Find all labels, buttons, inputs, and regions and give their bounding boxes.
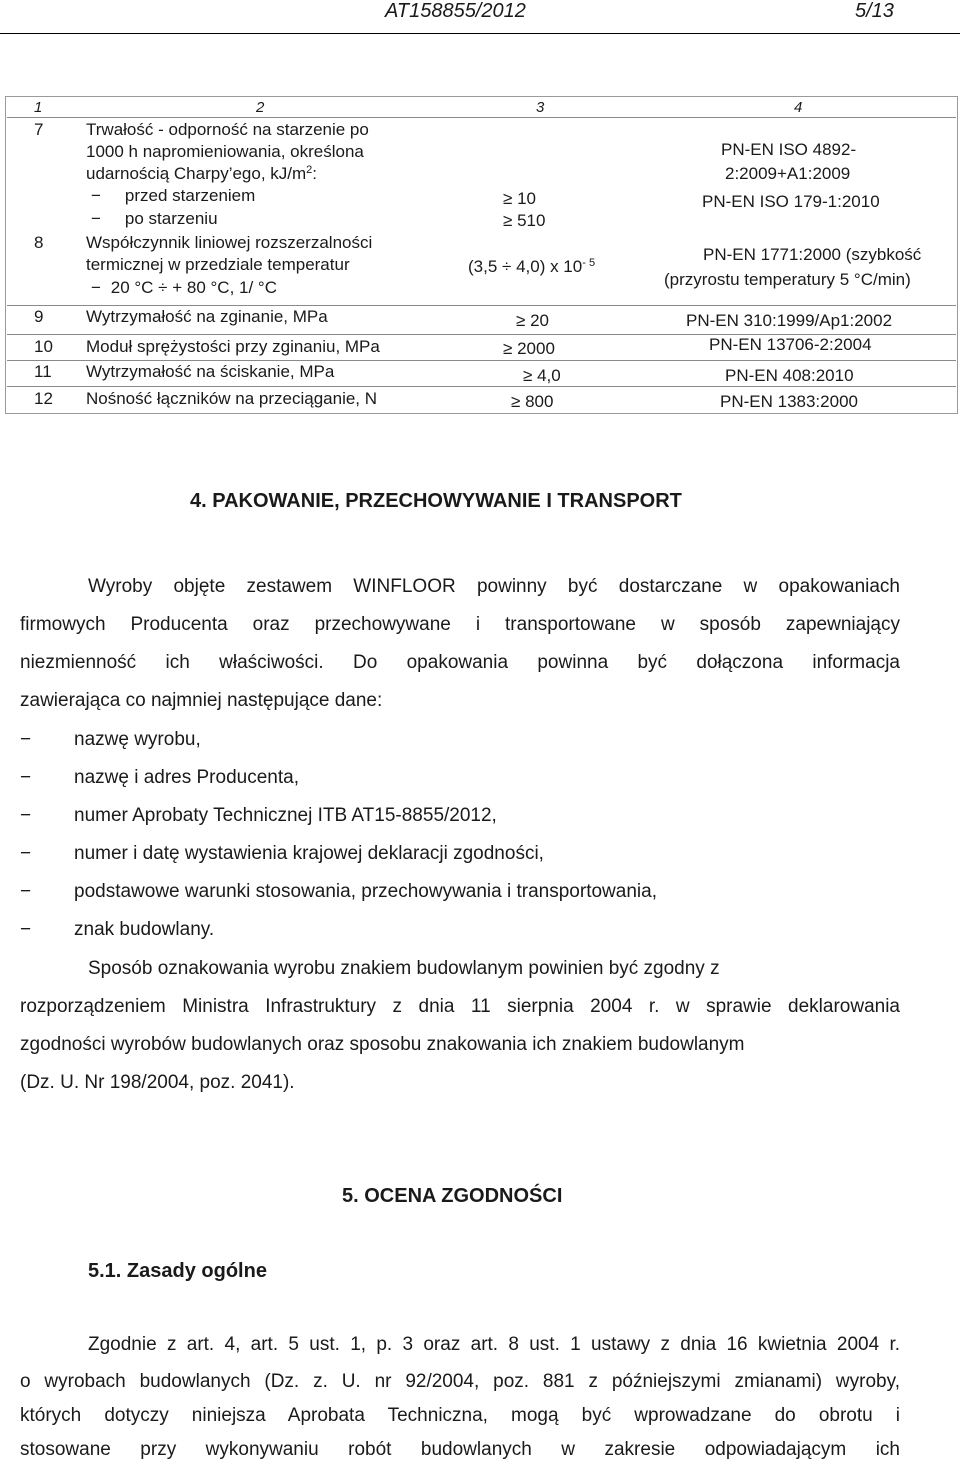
row-7-sub-after-aging: − po starzeniu: [91, 209, 218, 228]
section-4-paragraph-line: (Dz. U. Nr 198/2004, poz. 2041).: [20, 1072, 295, 1093]
section-4-paragraph-line: zgodności wyrobów budowlanych oraz sposobu znakowania ich znakiem budowlanym: [20, 1034, 745, 1055]
section-4-paragraph-line: firmowych Producenta oraz przechowywane i transportowane w sposób zapewniający: [20, 614, 900, 635]
section-4-paragraph-line: Wyroby objęte zestawem WINFLOOR powinny być dostarczane w opakowaniach: [88, 576, 900, 597]
list-item: − numer i datę wystawienia krajowej deklaracji zgodności,: [20, 843, 544, 864]
section-5-paragraph-line: stosowane przy wykonywaniu robót budowlanych w zakresie odpowiadającym ich: [20, 1439, 900, 1460]
row-11-value: ≥ 4,0: [523, 366, 561, 385]
section-5-paragraph-line: Zgodnie z art. 4, art. 5 ust. 1, p. 3 oraz art. 8 ust. 1 ustawy z dnia 16 kwietnia 2004 r.: [88, 1334, 900, 1355]
row-7-sub-before-aging: − przed starzeniem: [91, 186, 256, 205]
column-header-1: 1: [34, 99, 43, 116]
row-7-value-after: ≥ 510: [503, 211, 546, 230]
document-id: AT158855/2012: [385, 0, 526, 22]
row-8-property-line: Współczynnik liniowej rozszerzalności: [86, 233, 373, 252]
row-8-property-line: termicznej w przedziale temperatur: [86, 255, 350, 274]
list-item: − znak budowlany.: [20, 919, 215, 940]
row-7-number: 7: [34, 120, 44, 139]
row-7-standard-line: 2:2009+A1:2009: [725, 164, 851, 183]
row-7-standard-line: PN-EN ISO 4892-: [721, 140, 857, 159]
row-12-standard: PN-EN 1383:2000: [720, 392, 858, 411]
row-7-property-line: udarnością Charpy’ego, $kJ/m^2$:: [86, 164, 318, 183]
row-12-value: ≥ 800: [511, 392, 554, 411]
row-8-standard-line: (przyrostu temperatury 5 °C/min): [664, 270, 911, 289]
row-10-value: ≥ 2000: [503, 339, 555, 358]
row-9-property: Wytrzymałość na zginanie, MPa: [86, 307, 328, 326]
row-9-value: ≥ 20: [516, 311, 549, 330]
row-10-property: Moduł sprężystości przy zginaniu, MPa: [86, 337, 380, 356]
row-11-number: 11: [34, 362, 52, 381]
page-number: 5/13: [855, 0, 894, 22]
list-item: − podstawowe warunki stosowania, przechowywania i transportowania,: [20, 881, 657, 902]
section-5-paragraph-line: o wyrobach budowlanych (Dz. z. U. nr 92/2004, poz. 881 z późniejszymi zmianami) wyroby,: [20, 1371, 900, 1392]
column-header-3: 3: [536, 99, 545, 116]
row-12-number: 12: [34, 389, 53, 408]
row-11-property: Wytrzymałość na ściskanie, MPa: [86, 362, 335, 381]
row-7-property-line: 1000 h napromieniowania, określona: [86, 142, 364, 161]
list-item: − numer Aprobaty Technicznej ITB AT15-8855/2012,: [20, 805, 497, 826]
section-4-paragraph-line: Sposób oznakowania wyrobu znakiem budowlanym powinien być zgodny z: [88, 958, 720, 979]
table-rule: [7, 117, 956, 118]
column-header-2: 2: [256, 99, 265, 116]
list-item: − nazwę i adres Producenta,: [20, 767, 299, 788]
header-rule: [0, 33, 960, 34]
section-4-paragraph-line: rozporządzeniem Ministra Infrastruktury z dnia 11 sierpnia 2004 r. w sprawie deklarowania: [20, 996, 900, 1017]
row-9-standard: PN-EN 310:1999/Ap1:2002: [686, 311, 893, 330]
row-9-number: 9: [34, 307, 44, 326]
row-7-value-before: ≥ 10: [503, 189, 536, 208]
row-8-standard-line: PN-EN 1771:2000 (szybkość: [703, 245, 922, 264]
row-7-standard-line: PN-EN ISO 179-1:2010: [702, 192, 880, 211]
section-5-1-heading: 5.1. Zasady ogólne: [88, 1260, 267, 1282]
table-rule: [7, 386, 956, 387]
row-11-standard: PN-EN 408:2010: [725, 366, 854, 385]
column-header-4: 4: [794, 99, 803, 116]
row-10-standard: PN-EN 13706-2:2004: [709, 335, 872, 354]
page-header: [0, 0, 960, 40]
row-8-property-line: − 20 °C ÷ + 80 °C, 1/ °C: [91, 278, 277, 297]
row-10-number: 10: [34, 337, 53, 356]
row-12-property: Nośność łączników na przeciąganie, N: [86, 389, 378, 408]
row-7-property-line: Trwałość - odporność na starzenie po: [86, 120, 369, 139]
properties-table: [5, 96, 958, 414]
section-4-paragraph-line: zawierająca co najmniej następujące dane:: [20, 690, 383, 711]
section-4-paragraph-line: niezmienność ich właściwości. Do opakowania powinna być dołączona informacja: [20, 652, 900, 673]
row-8-value: (3,5 ÷ 4,0) x $10^{- 5}$: [468, 257, 596, 276]
section-5-heading: 5. OCENA ZGODNOŚCI: [342, 1185, 563, 1207]
section-4-heading: 4. PAKOWANIE, PRZECHOWYWANIE I TRANSPORT: [190, 490, 682, 512]
row-8-number: 8: [34, 233, 44, 252]
section-5-paragraph-line: których dotyczy niniejsza Aprobata Techniczna, mogą być wprowadzane do obrotu i: [20, 1405, 900, 1426]
list-item: − nazwę wyrobu,: [20, 729, 201, 750]
